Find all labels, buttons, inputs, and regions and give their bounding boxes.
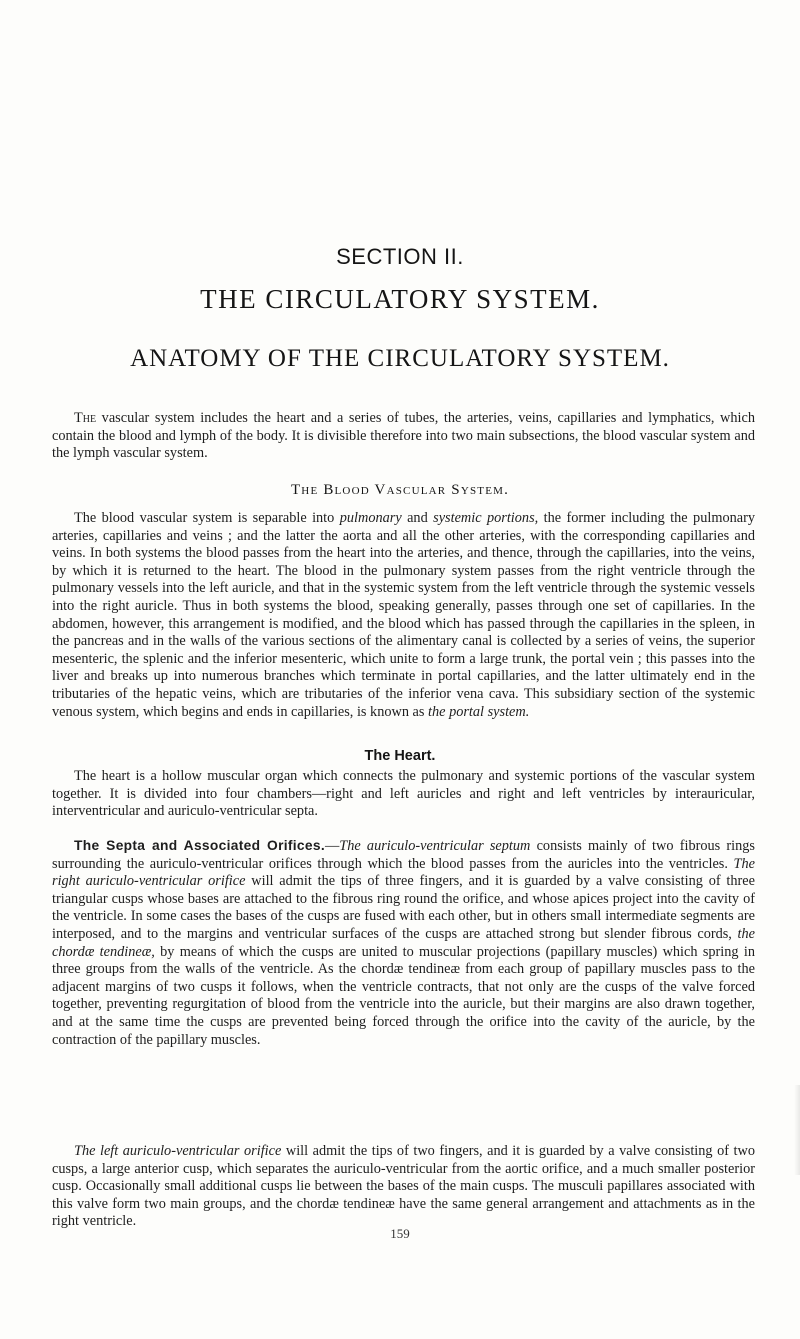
- intro-text: vascular system includes the heart and a series of tubes, the arteries, veins, capillaries and lymphatics, which contain the blood and lymph of the body. It is divisible therefore into two main subsections, the blood vascular system and the lymph vascular system.: [52, 410, 755, 462]
- septa-paragraph: [52, 837, 755, 1049]
- septa-text-3: by means of which the cusps are united to muscular projections (papillary muscles) which spring in three groups from the walls of the ventricle. As the chordæ tendineæ from each group of papillary muscles pass to the adjacent margins of two cusps it follows, when the ventricle contracts, that not only are the cusps of the valve forced together, preventing regurgitation of blood from the ventricle into the auricle, but their margins are also drawn together, and at the same time the cusps are prevented being forced through the orifice into the cavity of the auricle, by the contraction of the papillary muscles.: [52, 943, 755, 1048]
- intro-paragraph: [52, 410, 755, 463]
- blood-italic-systemic: systemic portions,: [433, 510, 539, 526]
- septa-text-2: will admit the tips of three fingers, and it is guarded by a valve consisting of three triangular cusps whose bases are attached to the fibrous ring round the orifice, and whose apices project into the cavity of the ventricle. In some cases the bases of the cusps are fused with each other, but in others small intermediate segments are interposed, and to the margins and ventricular surfaces of the cusps are attached strong but slender fibrous cords,: [52, 873, 755, 942]
- intro-lead-word: The: [74, 410, 97, 426]
- subchapter-title: ANATOMY OF THE CIRCULATORY SYSTEM.: [130, 345, 670, 372]
- septa-italic-3: the chordæ tendineæ,: [52, 925, 755, 960]
- left-orifice-italic: The left auriculo-ventricular orifice: [74, 1143, 282, 1159]
- left-orifice-paragraph: [52, 1143, 755, 1231]
- heart-paragraph: The heart is a hollow muscular organ which connects the pulmonary and systemic portions of the vascular system together. It is divided into four chambers—right and left auricles and right and left ventricles by interauricular, interventricular and auriculo-ventricular septa.: [52, 768, 755, 820]
- blood-italic-pulmonary: pulmonary: [339, 510, 402, 526]
- section-label: SECTION II.: [336, 244, 464, 269]
- blood-text-2: and: [401, 510, 434, 526]
- page-number: 159: [390, 1226, 410, 1241]
- blood-vascular-heading: The Blood Vascular System.: [290, 482, 510, 498]
- septa-dash: —: [324, 838, 340, 854]
- septa-text-1: consists mainly of two fibrous rings surrounding the auriculo-ventricular orifices through which the blood passes from the auricles into the ventricles.: [52, 838, 755, 872]
- left-orifice-text: will admit the tips of two fingers, and it is guarded by a valve consisting of two cusps, a large anterior cusp, which separates the auriculo-ventricular from the aortic orifice, and a much smaller posterior cusp. Occasionally small additional cusps lie between the bases of the main cusps. The musculi papillares associated with this valve form two main groups, and the chordæ tendineæ have the same general arrangement and attachments as in the right ventricle.: [52, 1143, 755, 1230]
- septa-italic-2: The right auriculo-ventricular orifice: [52, 855, 755, 890]
- septa-runin-heading: The Septa and Associated Orifices.: [74, 838, 325, 853]
- blood-italic-portal-system: the portal system.: [428, 703, 530, 720]
- heart-heading: The Heart.: [364, 748, 436, 764]
- blood-text-1: The blood vascular system is separable into: [74, 510, 340, 526]
- chapter-title: THE CIRCULATORY SYSTEM.: [200, 284, 600, 314]
- blood-vascular-paragraph: [52, 510, 755, 721]
- blood-text-3: the former including the pulmonary arteries, capillaries and veins ; and the latter the aorta and all the other arteries, with the corresponding capillaries and veins. In both systems the blood passes from the heart into the arteries, and thence, through the capillaries, into the veins, by which it is returned to the heart. The blood in the pulmonary system passes from the right ventricle through the pulmonary vessels into the left auricle, and that in the systemic system from the left ventricle through the systemic vessels into the right auricle. Thus in both systems the blood, speaking generally, passes through one set of capillaries. In the abdomen, however, this arrangement is modified, and the blood which has passed through the capillaries in the spleen, in the pancreas and in the walls of the various sections of the alimentary canal is collected by a series of veins, the superior mesenteric, the splenic and the inferior mesenteric, which unite to form a large trunk, the portal vein ; this passes into the liver and breaks up into numerous branches which terminate in portal capillaries, and the latter ultimately end in the tributaries of the hepatic veins, which are tributaries of the inferior vena cava. This subsidiary section of the systemic venous system, which begins and ends in capillaries, is known as: [52, 510, 755, 720]
- septa-italic-1: The auriculo-ventricular septum: [339, 838, 531, 854]
- page-edge-shadow: [794, 1085, 800, 1175]
